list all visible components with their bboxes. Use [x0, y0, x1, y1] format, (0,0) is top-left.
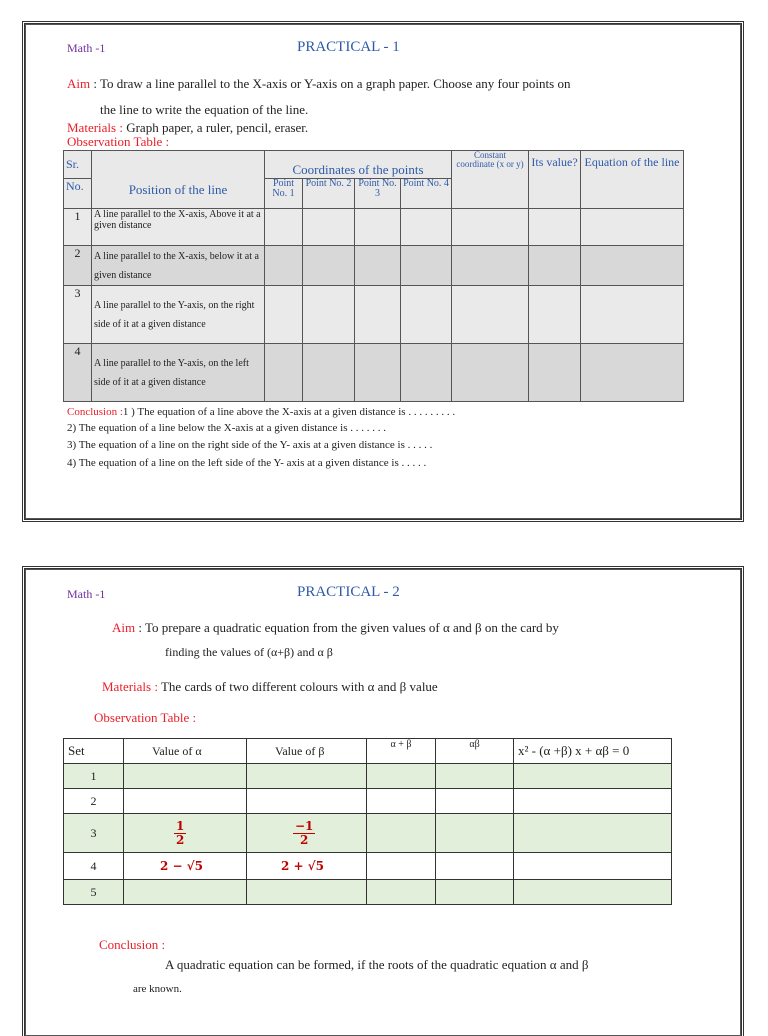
fraction-denominator: 2	[300, 833, 309, 847]
beta-fraction	[293, 820, 315, 847]
conclusion-line-4: 4) The equation of a line on the left side of the Y- axis at a given distance is . . . . .	[67, 457, 427, 469]
aim-label: Aim	[112, 620, 136, 635]
table-row	[64, 344, 684, 402]
header-point-3: Point No. 3	[355, 179, 401, 209]
table-row	[64, 209, 684, 246]
conclusion-line-2: are known.	[133, 983, 182, 995]
observation-label: Observation Table :	[94, 710, 197, 725]
beta-value	[247, 814, 367, 853]
alpha-fraction	[174, 820, 186, 847]
header-no: No.	[64, 179, 92, 209]
practical-title: PRACTICAL - 1	[297, 39, 400, 55]
table-row	[64, 853, 672, 880]
header-coordinates: Coordinates of the points	[265, 151, 452, 179]
set-number: 2	[64, 789, 124, 814]
beta-value: 2 + √5	[247, 853, 367, 880]
header-point-1: Point No. 1	[265, 179, 303, 209]
aim-text: : To draw a line parallel to the X-axis or Y-axis on a graph paper. Choose any four points on	[90, 76, 571, 91]
alpha-value	[124, 814, 247, 853]
set-number: 4	[64, 853, 124, 880]
aim-line-1	[112, 620, 559, 636]
header-alpha: Value of α	[124, 739, 247, 764]
header-set: Set	[64, 739, 124, 764]
header-constant: Constant coordinate (x or y)	[452, 151, 529, 209]
header-point-4: Point No. 4	[401, 179, 452, 209]
row-sr: 1	[64, 209, 92, 246]
materials-label: Materials :	[102, 679, 158, 694]
row-sr: 4	[64, 344, 92, 402]
row-position: A line parallel to the X-axis, below it at a given distance	[92, 246, 265, 286]
conclusion-label: Conclusion :	[99, 937, 166, 952]
row-position: A line parallel to the Y-axis, on the right side of it at a given distance	[92, 286, 265, 344]
aim-line-1	[67, 76, 570, 92]
materials-label: Materials :	[67, 120, 123, 135]
header-point-2: Point No. 2	[303, 179, 355, 209]
conclusion-line-1: A quadratic equation can be formed, if the roots of the quadratic equation α and β	[165, 957, 589, 972]
header-value: Its value?	[529, 151, 581, 209]
observation-table-1	[63, 150, 684, 402]
row-sr: 3	[64, 286, 92, 344]
set-number: 5	[64, 880, 124, 905]
table-row	[64, 880, 672, 905]
table-row	[64, 286, 684, 344]
subject-label: Math -1	[67, 587, 106, 601]
materials-text: The cards of two different colours with α and β value	[157, 679, 438, 694]
conclusion-line-3: 3) The equation of a line on the right side of the Y- axis at a given distance is . . . . .	[67, 439, 433, 451]
header-equation: x² - (α +β) x + αβ = 0	[514, 739, 672, 764]
header-product: αβ	[436, 739, 514, 764]
aim-line-2: the line to write the equation of the line.	[100, 102, 309, 117]
observation-table-2	[63, 738, 672, 905]
table-row	[64, 814, 672, 853]
subject-label: Math -1	[67, 41, 106, 55]
set-number: 1	[64, 764, 124, 789]
table-row	[64, 764, 672, 789]
header-sr: Sr.	[64, 151, 92, 179]
set-number: 3	[64, 814, 124, 853]
row-position: A line parallel to the Y-axis, on the left side of it at a given distance	[92, 344, 265, 402]
practical-title: PRACTICAL - 2	[297, 584, 400, 600]
alpha-value: 2 − √5	[124, 853, 247, 880]
row-sr: 2	[64, 246, 92, 286]
header-equation: Equation of the line	[581, 151, 684, 209]
row-position: A line parallel to the X-axis, Above it at a given distance	[92, 209, 265, 246]
fraction-denominator: 2	[176, 833, 185, 847]
conclusion-line-1: Conclusion :1 ) The equation of a line above the X-axis at a given distance is . . . . . . . . .	[67, 406, 456, 418]
aim-text: : To prepare a quadratic equation from the given values of α and β on the card by	[135, 620, 559, 635]
practical-2-card	[22, 566, 744, 1036]
conclusion-line-2: 2) The equation of a line below the X-axis at a given distance is . . . . . . .	[67, 422, 387, 434]
fraction-numerator: 1	[176, 819, 185, 833]
aim-label: Aim	[67, 76, 91, 91]
table-row	[64, 789, 672, 814]
header-sum: α + β	[367, 739, 436, 764]
header-position: Position of the line	[92, 151, 265, 209]
table-row	[64, 246, 684, 286]
aim-line-2: finding the values of (α+β) and α β	[165, 645, 333, 659]
observation-label: Observation Table :	[67, 134, 170, 149]
materials-line	[102, 679, 438, 695]
conclusion-label: Conclusion :	[67, 406, 123, 418]
header-beta: Value of β	[247, 739, 367, 764]
materials-text: Graph paper, a ruler, pencil, eraser.	[122, 120, 309, 135]
fraction-numerator: −1	[295, 819, 314, 833]
practical-1-card	[22, 21, 744, 522]
